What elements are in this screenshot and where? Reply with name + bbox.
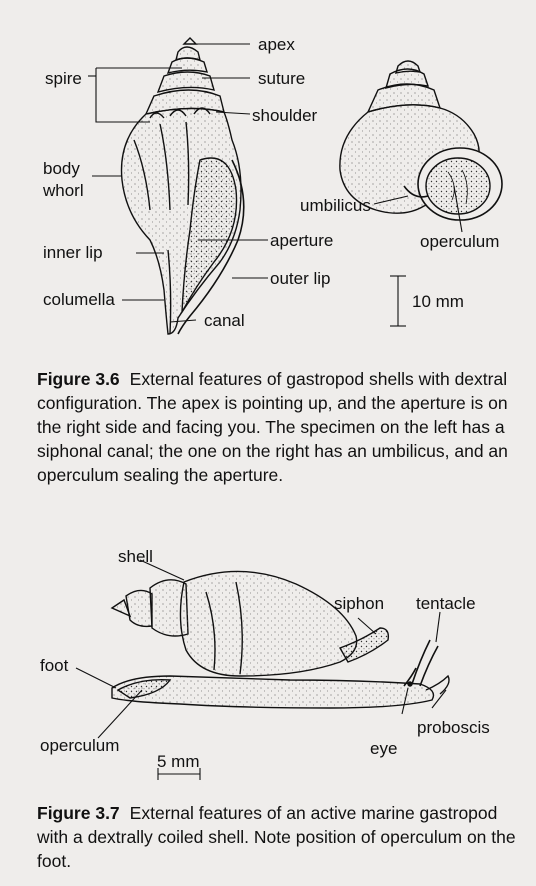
label-scale-10mm: 10 mm (412, 292, 464, 311)
figure-3-7-caption (37, 801, 517, 873)
label-spire: spire (45, 69, 82, 88)
label-whorl: whorl (43, 181, 84, 200)
figure-3-7-number: Figure 3.7 (37, 803, 120, 823)
label-eye: eye (370, 739, 398, 758)
label-outer-lip: outer lip (270, 269, 331, 288)
label-aperture: aperture (270, 231, 334, 250)
label-foot: foot (40, 656, 69, 675)
eye-dot (408, 682, 412, 686)
operculum-plate (426, 158, 490, 214)
label-operculum-shell: operculum (420, 232, 500, 251)
label-shoulder: shoulder (252, 106, 318, 125)
label-scale-5mm: 5 mm (157, 752, 200, 771)
figure-3-6-text: External features of gastropod shells with dextral configuration. The apex is pointing up, and the aperture is on the right side and facing you. The specimen on the left has a siphonal canal; the one on the right has an umbilicus, and an operculum sealing the aperture. (37, 369, 508, 485)
active-gastropod-drawing (112, 571, 449, 708)
figure-3-6-caption (37, 367, 517, 487)
label-columella: columella (43, 290, 115, 309)
label-apex: apex (258, 35, 295, 54)
label-suture: suture (258, 69, 306, 88)
label-tentacle: tentacle (416, 594, 476, 613)
label-siphon: siphon (334, 594, 385, 613)
figure-3-6-number: Figure 3.6 (37, 369, 120, 389)
whelk-shell-drawing (122, 38, 244, 334)
label-body: body (43, 159, 80, 178)
figure-3-7-text: External features of an active marine gastropod with a dextrally coiled shell. Note position of operculum on the foot. (37, 803, 516, 871)
label-canal: canal (204, 311, 245, 330)
label-operculum-foot: operculum (40, 736, 120, 755)
label-inner-lip: inner lip (43, 243, 103, 262)
label-umbilicus: umbilicus (300, 196, 371, 215)
label-shell: shell (118, 547, 153, 566)
label-proboscis: proboscis (417, 718, 490, 737)
